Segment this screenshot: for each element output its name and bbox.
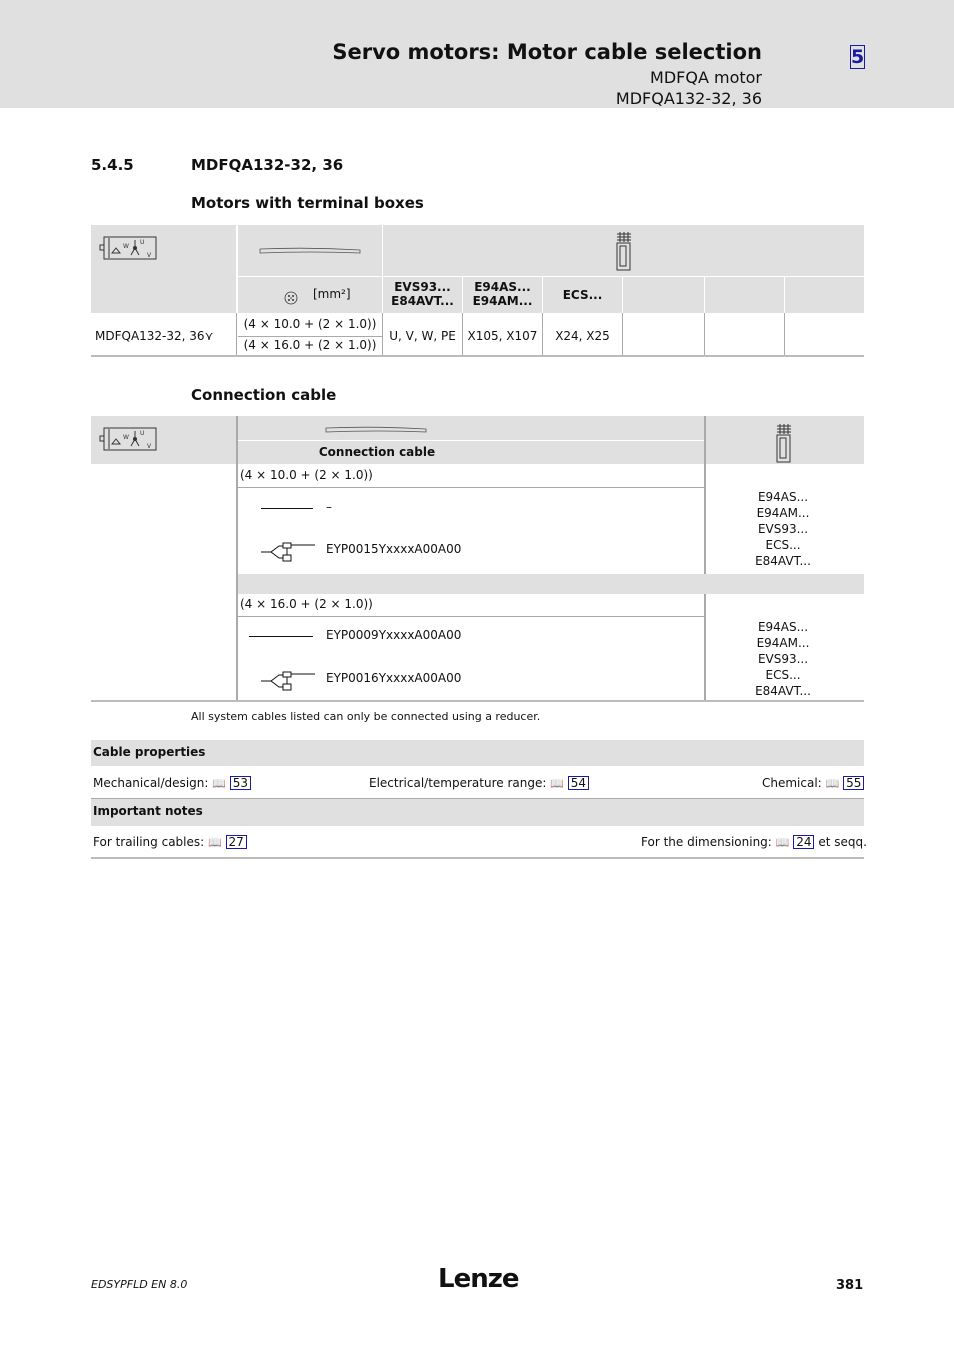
cable-cross-section-1: (4 × 10.0 + (2 × 1.0)) bbox=[243, 317, 377, 331]
page-number: 381 bbox=[836, 1278, 864, 1293]
connector-icon bbox=[261, 670, 315, 692]
svg-text:V: V bbox=[147, 252, 152, 259]
trailing-cables-ref: For trailing cables: 📖 27 bbox=[93, 835, 247, 849]
terminal-cell-e94: X105, X107 bbox=[467, 329, 538, 343]
terminal-cell-evs93: U, V, W, PE bbox=[389, 329, 456, 343]
book-icon: 📖 bbox=[212, 777, 226, 790]
book-icon: 📖 bbox=[208, 836, 222, 849]
group-separator bbox=[238, 574, 864, 594]
page-link-53[interactable]: 53 bbox=[230, 776, 251, 790]
svg-text:W: W bbox=[123, 434, 129, 441]
controller-icon bbox=[775, 424, 793, 464]
motor-icon bbox=[99, 426, 157, 452]
section-number: 5.4.5 bbox=[91, 156, 134, 174]
connector-icon bbox=[261, 541, 315, 563]
plain-cable-line bbox=[249, 636, 313, 637]
plain-cable-type-2: EYP0009YxxxxA00A00 bbox=[326, 628, 462, 642]
page-subtitle-motor: MDFQA motor bbox=[650, 68, 762, 87]
cable-properties-heading: Cable properties bbox=[93, 745, 206, 759]
book-icon: 📖 bbox=[775, 836, 790, 849]
document-id: EDSYPFLD EN 8.0 bbox=[91, 1278, 188, 1291]
connection-cable-heading: Connection cable bbox=[191, 386, 337, 404]
cross-section-group-1: (4 × 10.0 + (2 × 1.0)) bbox=[240, 468, 373, 482]
page-link-24[interactable]: 24 bbox=[793, 835, 814, 849]
connector-cable-type-2: EYP0016YxxxxA00A00 bbox=[326, 671, 462, 685]
page-title: Servo motors: Motor cable selection bbox=[332, 40, 762, 64]
lenze-logo: Lenze bbox=[438, 1264, 519, 1294]
unit-label: [mm²] bbox=[313, 287, 351, 301]
cross-section-icon bbox=[284, 291, 298, 305]
cable-icon bbox=[325, 426, 427, 434]
cable-cross-section-2: (4 × 16.0 + (2 × 1.0)) bbox=[243, 338, 377, 352]
section-title: MDFQA132-32, 36 bbox=[191, 156, 344, 174]
plain-cable-line bbox=[261, 508, 313, 509]
terminal-boxes-heading: Motors with terminal boxes bbox=[191, 194, 424, 212]
chemical-ref: Chemical: 📖 55 bbox=[762, 776, 864, 790]
book-icon: 📖 bbox=[825, 777, 840, 790]
col-header-e94: E94AS... E94AM... bbox=[472, 280, 533, 308]
connection-cable-table bbox=[91, 416, 864, 702]
controllers-group-1: E94AS... E94AM... EVS93... ECS... E84AVT... bbox=[755, 490, 811, 568]
col-header-evs93: EVS93... E84AVT... bbox=[391, 280, 454, 308]
page-subtitle-model: MDFQA132-32, 36 bbox=[615, 89, 762, 108]
motor-icon bbox=[99, 235, 157, 261]
important-notes-header bbox=[91, 799, 864, 826]
reducer-note: All system cables listed can only be connected using a reducer. bbox=[191, 710, 541, 723]
controller-icon bbox=[615, 232, 633, 272]
connector-cable-type-1: EYP0015YxxxxA00A00 bbox=[326, 542, 462, 556]
controllers-group-2: E94AS... E94AM... EVS93... ECS... E84AVT... bbox=[755, 620, 811, 698]
motor-name-cell: MDFQA132-32, 36⋎ bbox=[95, 329, 214, 343]
plain-cable-type-1: – bbox=[326, 500, 332, 514]
svg-text:V: V bbox=[147, 443, 152, 450]
important-notes-heading: Important notes bbox=[93, 804, 203, 818]
mechanical-ref: Mechanical/design: 📖 53 bbox=[93, 776, 251, 790]
page-link-55[interactable]: 55 bbox=[843, 776, 864, 790]
terminal-boxes-table bbox=[91, 225, 864, 357]
terminal-cell-ecs: X24, X25 bbox=[555, 329, 610, 343]
cross-section-group-2: (4 × 16.0 + (2 × 1.0)) bbox=[240, 597, 373, 611]
connection-cable-col-header: Connection cable bbox=[318, 445, 436, 459]
svg-text:U: U bbox=[140, 239, 145, 246]
page-link-27[interactable]: 27 bbox=[226, 835, 247, 849]
page-link-54[interactable]: 54 bbox=[568, 776, 589, 790]
svg-text:W: W bbox=[123, 243, 129, 250]
book-icon: 📖 bbox=[550, 777, 564, 790]
dimensioning-ref: For the dimensioning: 📖 24 et seqq. bbox=[641, 835, 867, 849]
svg-text:U: U bbox=[140, 430, 145, 437]
cable-icon bbox=[259, 247, 361, 255]
cable-properties-header bbox=[91, 740, 864, 766]
chapter-marker[interactable]: 5 bbox=[851, 46, 865, 68]
electrical-ref: Electrical/temperature range: 📖 54 bbox=[369, 776, 589, 790]
col-header-ecs: ECS... bbox=[562, 288, 603, 302]
